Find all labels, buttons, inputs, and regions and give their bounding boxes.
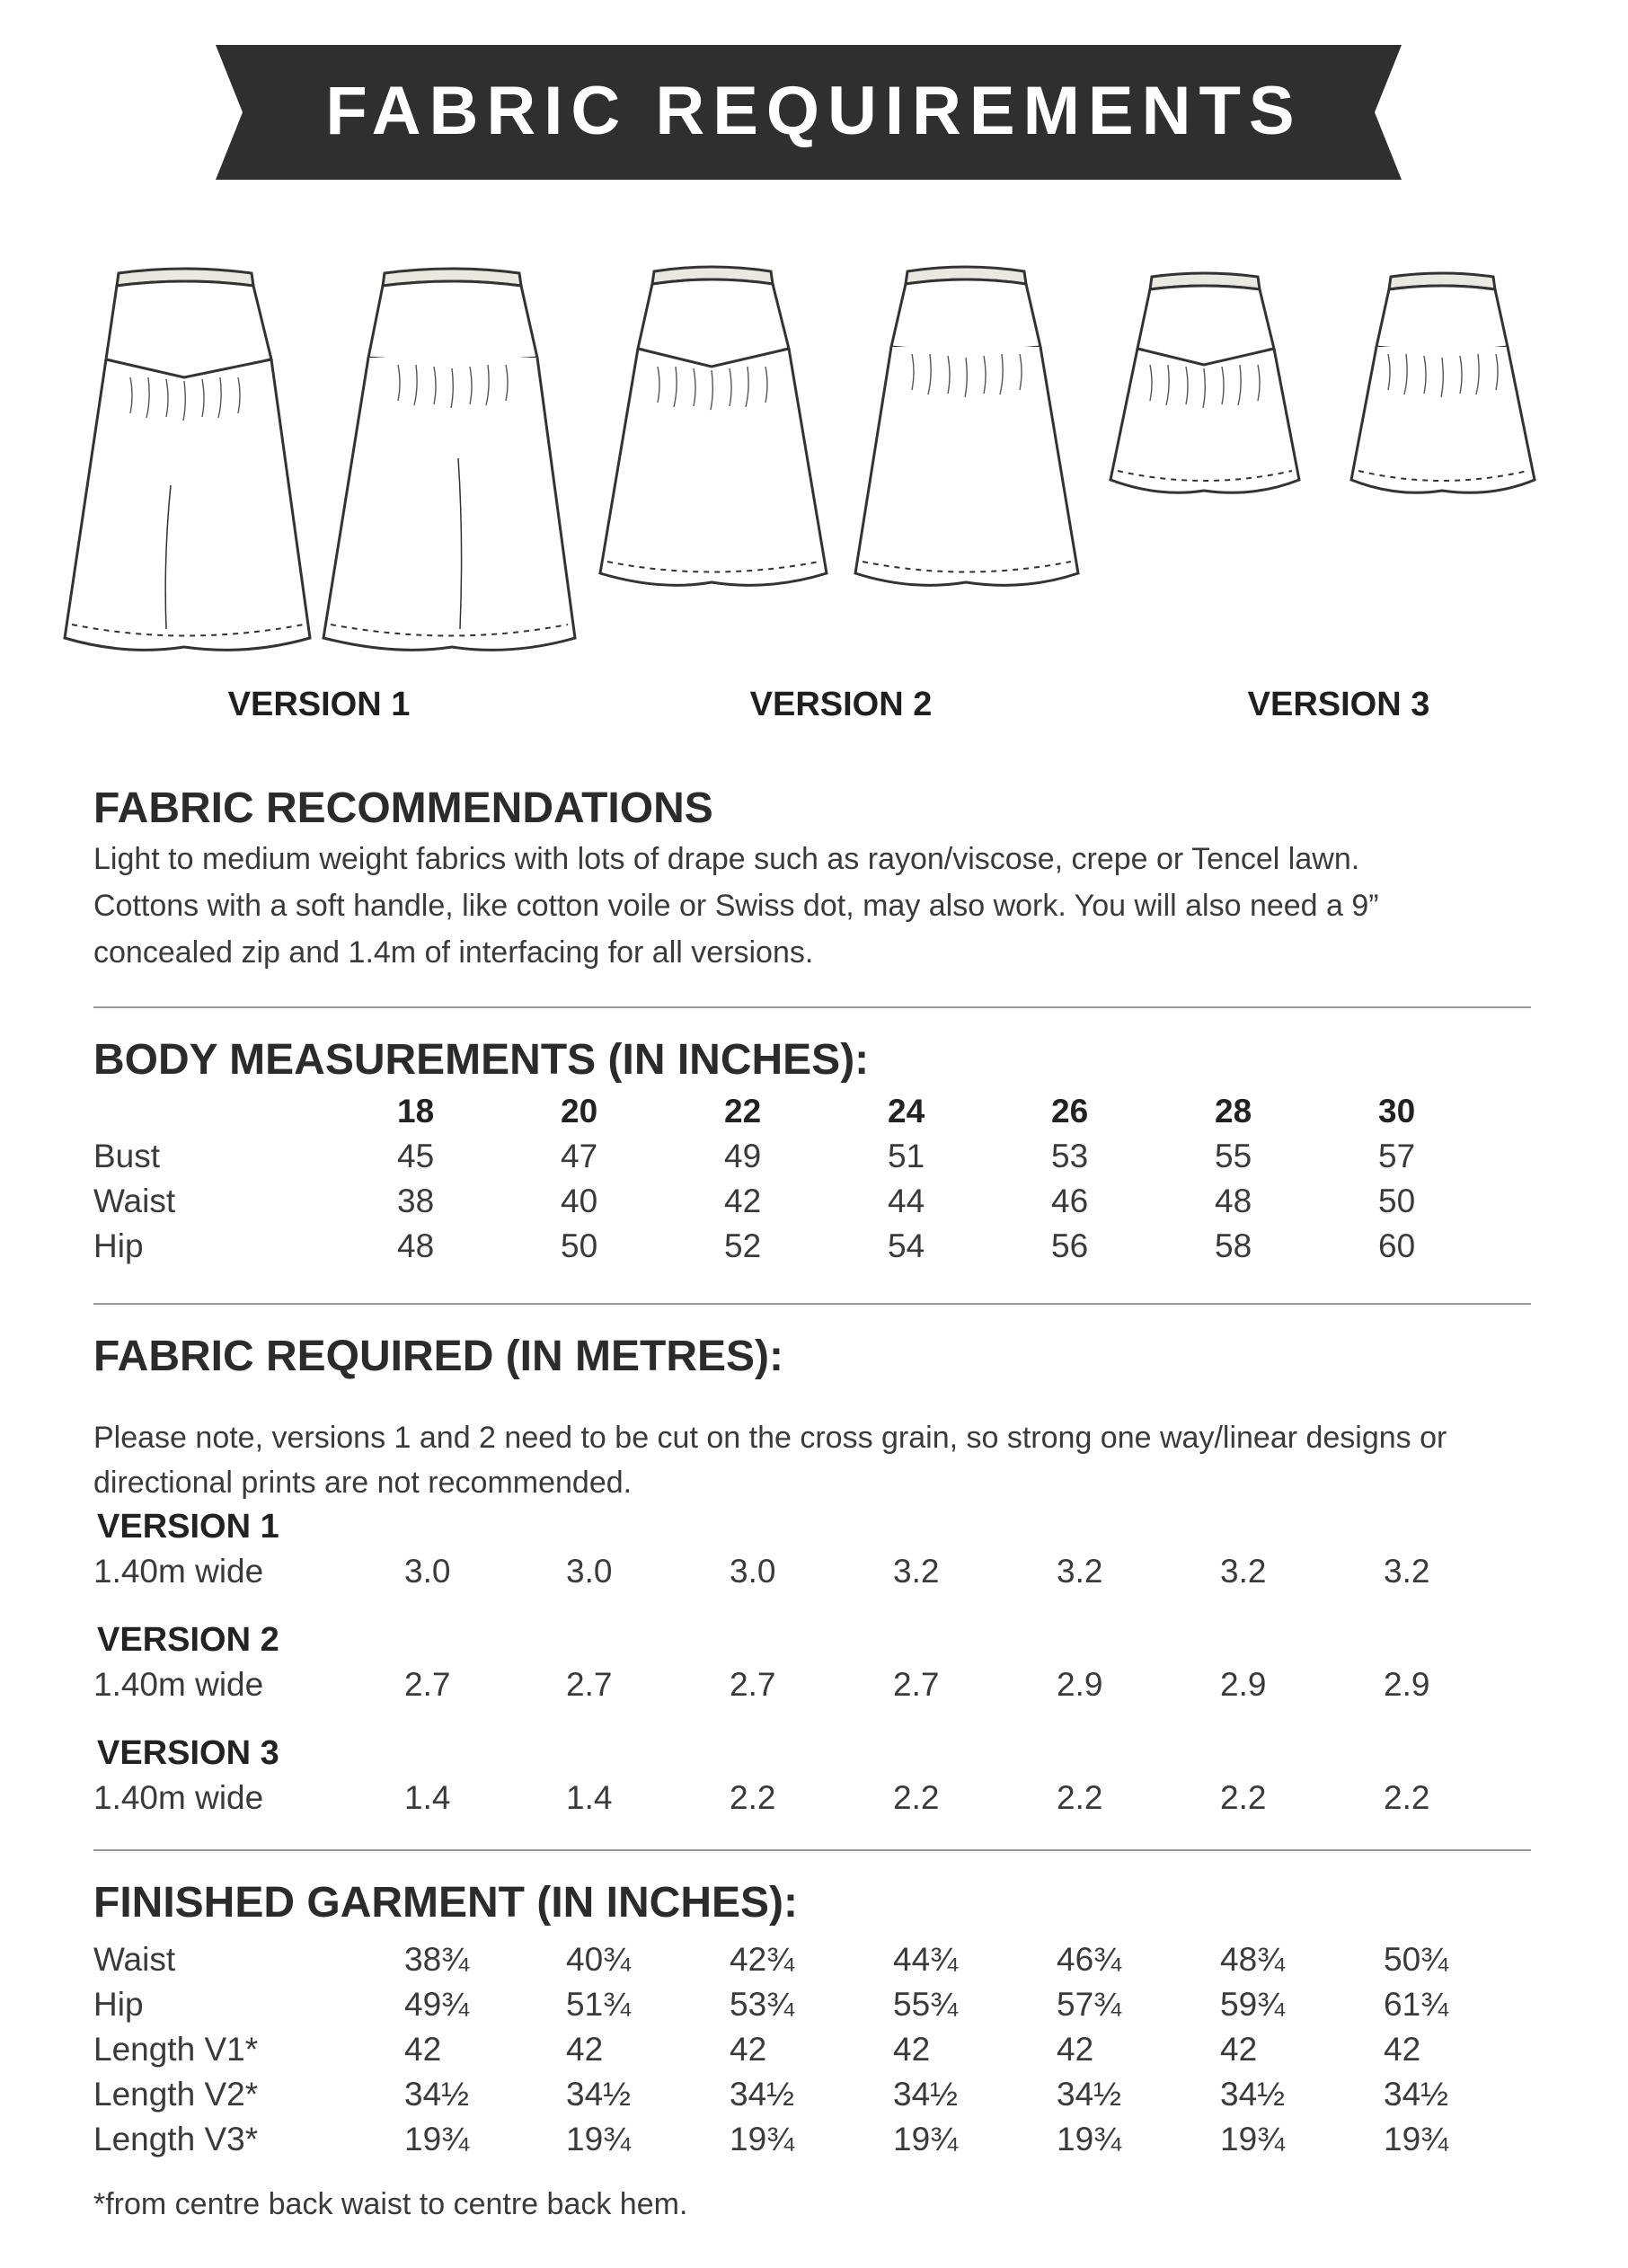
value-cell: 42 [1220,2031,1258,2068]
value-cell: 42 [404,2031,442,2068]
skirt-v2-back-icon [855,267,1078,585]
value-cell: 2.9 [1057,1666,1103,1703]
value-cell: 40¾ [566,1941,632,1978]
value-cell: 2.7 [404,1666,451,1703]
value-cell: 40 [561,1183,598,1219]
value-cell: 3.2 [893,1553,940,1590]
value-cell: 42 [566,2031,604,2068]
size-cell: 22 [724,1093,762,1130]
title-banner [0,0,1628,189]
version-2-label: VERSION 2 [749,686,933,723]
body-row-hip [93,1224,1567,1269]
footnote: *from centre back waist to centre back hem. [93,2187,688,2221]
row-label: Hip [93,1986,144,2023]
value-cell: 47 [561,1138,598,1174]
value-cell: 42 [730,2031,767,2068]
value-cell: 42 [893,2031,931,2068]
recommendations-heading: FABRIC RECOMMENDATIONS [93,784,713,832]
value-cell: 42 [1057,2031,1094,2068]
value-cell: 2.7 [566,1666,613,1703]
row-label: 1.40m wide [93,1666,264,1703]
fabric-row-version-2 [93,1662,1567,1707]
value-cell: 19¾ [1220,2121,1286,2157]
value-cell: 48¾ [1220,1941,1286,1978]
value-cell: 52 [724,1227,762,1264]
value-cell: 19¾ [566,2121,632,2157]
value-cell: 42¾ [730,1941,795,1978]
value-cell: 2.7 [893,1666,940,1703]
value-cell: 56 [1051,1227,1089,1264]
body-row-waist [93,1179,1567,1224]
value-cell: 50 [561,1227,598,1264]
value-cell: 34½ [566,2076,632,2113]
value-cell: 34½ [1057,2076,1122,2113]
value-cell: 2.2 [1057,1779,1103,1816]
recommendations-line-3: concealed zip and 1.4m of interfacing for all versions. [93,935,814,970]
finished-row-length-v2 [93,2072,1567,2117]
value-cell: 55¾ [893,1986,959,2023]
value-cell: 44 [888,1183,925,1219]
skirt-v3-front-icon [1110,273,1299,492]
value-cell: 44¾ [893,1941,959,1978]
value-cell: 50¾ [1384,1941,1449,1978]
value-cell: 2.9 [1384,1666,1430,1703]
value-cell: 53¾ [730,1986,795,2023]
recommendations-line-2: Cottons with a soft handle, like cotton voile or Swiss dot, may also work. You will also need a 9” [93,889,1379,923]
row-label: 1.40m wide [93,1779,264,1816]
divider [93,1006,1531,1008]
row-label: Hip [93,1227,144,1264]
value-cell: 19¾ [730,2121,795,2157]
size-cell: 20 [561,1093,598,1130]
value-cell: 2.7 [730,1666,776,1703]
value-cell: 48 [397,1227,435,1264]
size-cell: 28 [1215,1093,1252,1130]
value-cell: 2.9 [1220,1666,1267,1703]
value-cell: 3.0 [404,1553,451,1590]
finished-row-length-v3 [93,2117,1567,2162]
value-cell: 46¾ [1057,1941,1122,1978]
value-cell: 19¾ [404,2121,470,2157]
row-label: Length V3* [93,2121,259,2157]
row-label: Length V2* [93,2076,259,2113]
row-label: 1.40m wide [93,1553,264,1590]
recommendations-line-1: Light to medium weight fabrics with lots of drape such as rayon/viscose, crepe or Tencel lawn. [93,842,1360,876]
value-cell: 38 [397,1183,435,1219]
finished-row-hip [93,1982,1567,2027]
value-cell: 57 [1378,1138,1416,1174]
row-label: Bust [93,1138,161,1174]
size-cell: 24 [888,1093,925,1130]
value-cell: 1.4 [566,1779,613,1816]
fabric-note-line-2: directional prints are not recommended. [93,1466,633,1500]
value-cell: 3.2 [1057,1553,1103,1590]
version-1-label: VERSION 1 [227,686,411,723]
finished-garment-heading: FINISHED GARMENT (IN INCHES): [93,1879,798,1927]
value-cell: 38¾ [404,1941,470,1978]
skirt-v2-front-icon [600,267,827,585]
value-cell: 51 [888,1138,925,1174]
page-title: FABRIC REQUIREMENTS [325,73,1303,149]
value-cell: 59¾ [1220,1986,1286,2023]
value-cell: 51¾ [566,1986,632,2023]
value-cell: 58 [1215,1227,1252,1264]
fabric-row-version-3 [93,1776,1567,1821]
value-cell: 50 [1378,1183,1416,1219]
value-cell: 2.2 [893,1779,940,1816]
skirt-v1-front-icon [65,269,310,650]
value-cell: 48 [1215,1183,1252,1219]
fabric-row-version-1 [93,1549,1567,1594]
value-cell: 3.2 [1384,1553,1430,1590]
divider [93,1303,1531,1305]
size-cell: 26 [1051,1093,1089,1130]
skirt-v3-back-icon [1351,273,1535,492]
value-cell: 3.0 [566,1553,613,1590]
skirt-illustrations [0,252,1628,674]
value-cell: 19¾ [1057,2121,1122,2157]
value-cell: 49 [724,1138,762,1174]
value-cell: 57¾ [1057,1986,1122,2023]
finished-row-waist [93,1937,1567,1982]
body-row-bust [93,1134,1567,1179]
row-label: Waist [93,1941,176,1978]
value-cell: 42 [724,1183,762,1219]
finished-row-length-v1 [93,2027,1567,2072]
value-cell: 49¾ [404,1986,470,2023]
size-header-row [93,1089,1567,1134]
value-cell: 1.4 [404,1779,451,1816]
value-cell: 55 [1215,1138,1252,1174]
fabric-group-version-2: VERSION 2 [97,1621,279,1659]
skirt-v1-back-icon [323,269,575,650]
fabric-group-version-1: VERSION 1 [97,1508,279,1546]
value-cell: 34½ [1220,2076,1286,2113]
value-cell: 19¾ [893,2121,959,2157]
value-cell: 61¾ [1384,1986,1449,2023]
value-cell: 60 [1378,1227,1416,1264]
fabric-group-version-3: VERSION 3 [97,1734,279,1772]
value-cell: 54 [888,1227,925,1264]
value-cell: 2.2 [730,1779,776,1816]
fabric-required-heading: FABRIC REQUIRED (IN METRES): [93,1333,783,1380]
fabric-note-line-1: Please note, versions 1 and 2 need to be cut on the cross grain, so strong one way/linear designs or [93,1421,1447,1455]
version-3-label: VERSION 3 [1247,686,1430,723]
value-cell: 2.2 [1220,1779,1267,1816]
value-cell: 19¾ [1384,2121,1449,2157]
value-cell: 42 [1384,2031,1421,2068]
value-cell: 34½ [1384,2076,1449,2113]
value-cell: 53 [1051,1138,1089,1174]
value-cell: 34½ [730,2076,795,2113]
value-cell: 34½ [893,2076,959,2113]
size-cell: 18 [397,1093,435,1130]
value-cell: 3.0 [730,1553,776,1590]
divider [93,1849,1531,1851]
size-cell: 30 [1378,1093,1416,1130]
value-cell: 45 [397,1138,435,1174]
value-cell: 2.2 [1384,1779,1430,1816]
value-cell: 46 [1051,1183,1089,1219]
row-label: Length V1* [93,2031,259,2068]
value-cell: 3.2 [1220,1553,1267,1590]
body-measurements-heading: BODY MEASUREMENTS (IN INCHES): [93,1036,870,1084]
value-cell: 34½ [404,2076,470,2113]
row-label: Waist [93,1183,176,1219]
